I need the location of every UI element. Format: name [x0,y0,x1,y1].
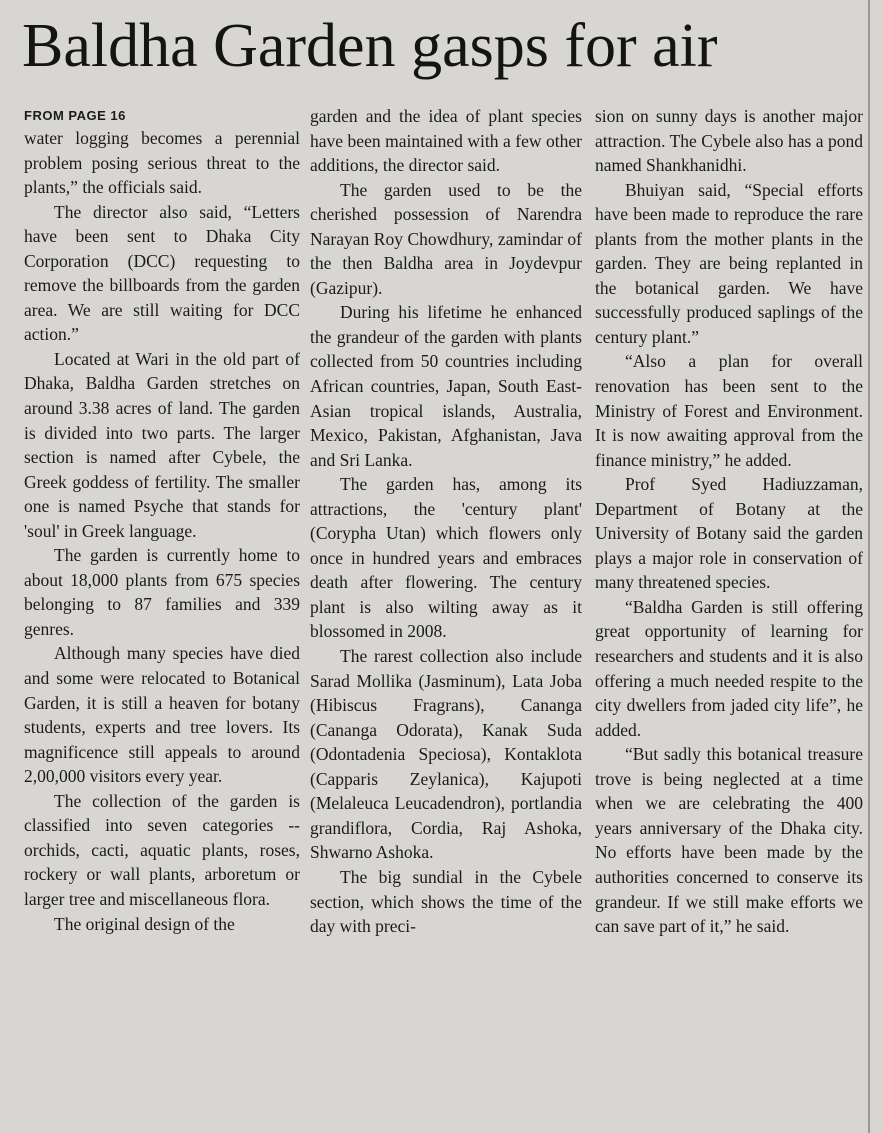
paragraph: The original design of the [54,913,235,934]
paragraph: Bhuiyan said, “Special efforts have been made to reproduce the rare plants from the mother plants in the garden. They are being replanted in the botanical garden. We have successfully produced saplings of the century plant.” [595,179,863,347]
paragraph: sion on sunny days is another major attraction. The Cybele also has a pond named Shankhanidhi. [595,106,863,176]
jump-label: FROM PAGE 16 [24,108,126,123]
paragraph: The collection of the garden is classified into seven categories -- orchids, cacti, aquatic plants, roses, rockery or wall plants, arboretum or larger tree and miscellaneous flora. [24,790,300,909]
paragraph: The director also said, “Letters have been sent to Dhaka City Corporation (DCC) requesting to remove the billboards from the garden area. We are still waiting for DCC action.” [24,201,300,345]
paragraph: “Baldha Garden is still offering great opportunity of learning for researchers and students and it is also offering a much needed respite to the city dwellers from jaded city life”, he added. [595,596,863,740]
paragraph: Located at Wari in the old part of Dhaka, Baldha Garden stretches on around 3.38 acres of land. The garden is divided into two parts. The larger section is named after Cybele, the Greek goddess of fertility. The smaller one is named Psyche that stands for 'soul' in Greek language. [24,348,300,541]
paragraph: Although many species have died and some were relocated to Botanical Garden, it is still a heaven for botany students, experts and tree lovers. Its magnificence still appeals to around 2,00,000 visitors every year. [24,643,300,787]
paragraph: The garden is currently home to about 18,000 plants from 675 species belonging to 87 families and 339 genres. [24,545,300,639]
paragraph: Prof Syed Hadiuzzaman, Department of Botany at the University of Botany said the garden plays a major role in conservation of many threatened species. [595,474,863,593]
column-rule [868,0,870,1133]
headline: Baldha Garden gasps for air [22,12,718,80]
paragraph: garden and the idea of plant species have been maintained with a few other additions, the director said. [310,106,582,176]
article-column-2 [310,104,582,939]
paragraph: water logging becomes a perennial problem posing serious threat to the plants,” the officials said. [24,128,300,198]
paragraph: The rarest collection also include Sarad Mollika (Jasminum), Lata Joba (Hibiscus Fragrans), Cananga (Cananga Odorata), Kanak Suda (Odontadenia Speciosa), Kontaklota (Capparis Zeylanica), Kajupoti (Melaleuca Leucadendron), portlandia grandiflora, Cordia, Raj Ashoka, Shwarno Ashoka. [310,646,582,863]
article-column-3 [595,104,863,939]
paragraph: The big sundial in the Cybele section, which shows the time of the day with preci- [310,866,582,937]
paragraph: During his lifetime he enhanced the grandeur of the garden with plants collected from 50 countries including African countries, Japan, South East-Asian tropical islands, Australia, Mexico, Pakistan, Afghanistan, Java and Sri Lanka. [310,302,582,470]
paragraph: “Also a plan for overall renovation has been sent to the Ministry of Forest and Environment. It is now awaiting approval from the finance ministry,” he added. [595,351,863,470]
paragraph: “But sadly this botanical treasure trove is being neglected at a time when we are celebrating the 400 years anniversary of the Dhaka city. No efforts have been made by the authorities concerned to conserve its grandeur. If we still make efforts we can save part of it,” he said. [595,744,863,937]
paragraph: The garden has, among its attractions, the 'century plant' (Corypha Utan) which flowers only once in hundred years and embraces death after flowering. The century plant is also wilting away as it blossomed in 2008. [310,474,582,642]
article-column-1 [24,104,300,936]
paragraph: The garden used to be the cherished possession of Narendra Narayan Roy Chowdhury, zamindar of the then Baldha area in Joydevpur (Gazipur). [310,179,582,298]
